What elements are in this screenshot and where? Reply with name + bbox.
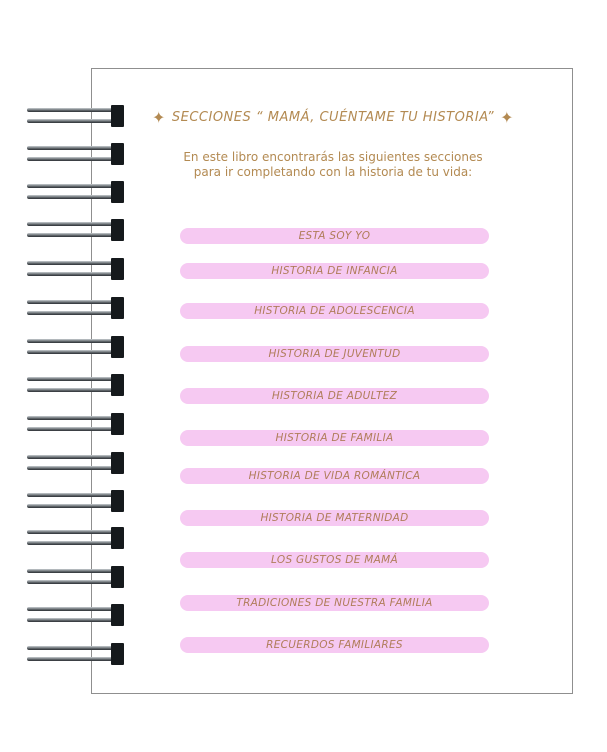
spiral-ring-icon	[27, 490, 125, 512]
section-item: RECUERDOS FAMILIARES	[180, 637, 489, 653]
intro-line: En este libro encontrarás las siguientes secciones	[183, 150, 483, 164]
intro-line: para ir completando con la historia de tu vida:	[193, 165, 473, 179]
sparkle-icon: ✦	[500, 107, 515, 127]
spiral-ring-icon	[27, 527, 125, 549]
spiral-ring-icon	[27, 297, 125, 319]
section-item: HISTORIA DE ADULTEZ	[180, 388, 489, 404]
spiral-ring-icon	[27, 258, 125, 280]
spiral-ring-icon	[27, 219, 125, 241]
spiral-ring-icon	[27, 374, 125, 396]
spiral-ring-icon	[27, 643, 125, 665]
spiral-ring-icon	[27, 143, 125, 165]
section-item: HISTORIA DE INFANCIA	[180, 263, 489, 279]
spiral-ring-icon	[27, 181, 125, 203]
section-item: HISTORIA DE JUVENTUD	[180, 346, 489, 362]
section-item: LOS GUSTOS DE MAMÁ	[180, 552, 489, 568]
spiral-ring-icon	[27, 336, 125, 358]
section-item: TRADICIONES DE NUESTRA FAMILIA	[180, 595, 489, 611]
spiral-ring-icon	[27, 604, 125, 626]
spiral-ring-icon	[27, 452, 125, 474]
section-item: HISTORIA DE MATERNIDAD	[180, 510, 489, 526]
section-item: HISTORIA DE FAMILIA	[180, 430, 489, 446]
page-title	[148, 104, 518, 130]
sparkle-icon: ✦	[151, 107, 166, 127]
intro-text	[150, 150, 516, 180]
title-text: SECCIONES “ MAMÁ, CUÉNTAME TU HISTORIA”	[171, 109, 495, 125]
spiral-ring-icon	[27, 566, 125, 588]
section-item: ESTA SOY YO	[180, 228, 489, 244]
spiral-ring-icon	[27, 413, 125, 435]
section-item: HISTORIA DE VIDA ROMÁNTICA	[180, 468, 489, 484]
section-item: HISTORIA DE ADOLESCENCIA	[180, 303, 489, 319]
spiral-ring-icon	[27, 105, 125, 127]
